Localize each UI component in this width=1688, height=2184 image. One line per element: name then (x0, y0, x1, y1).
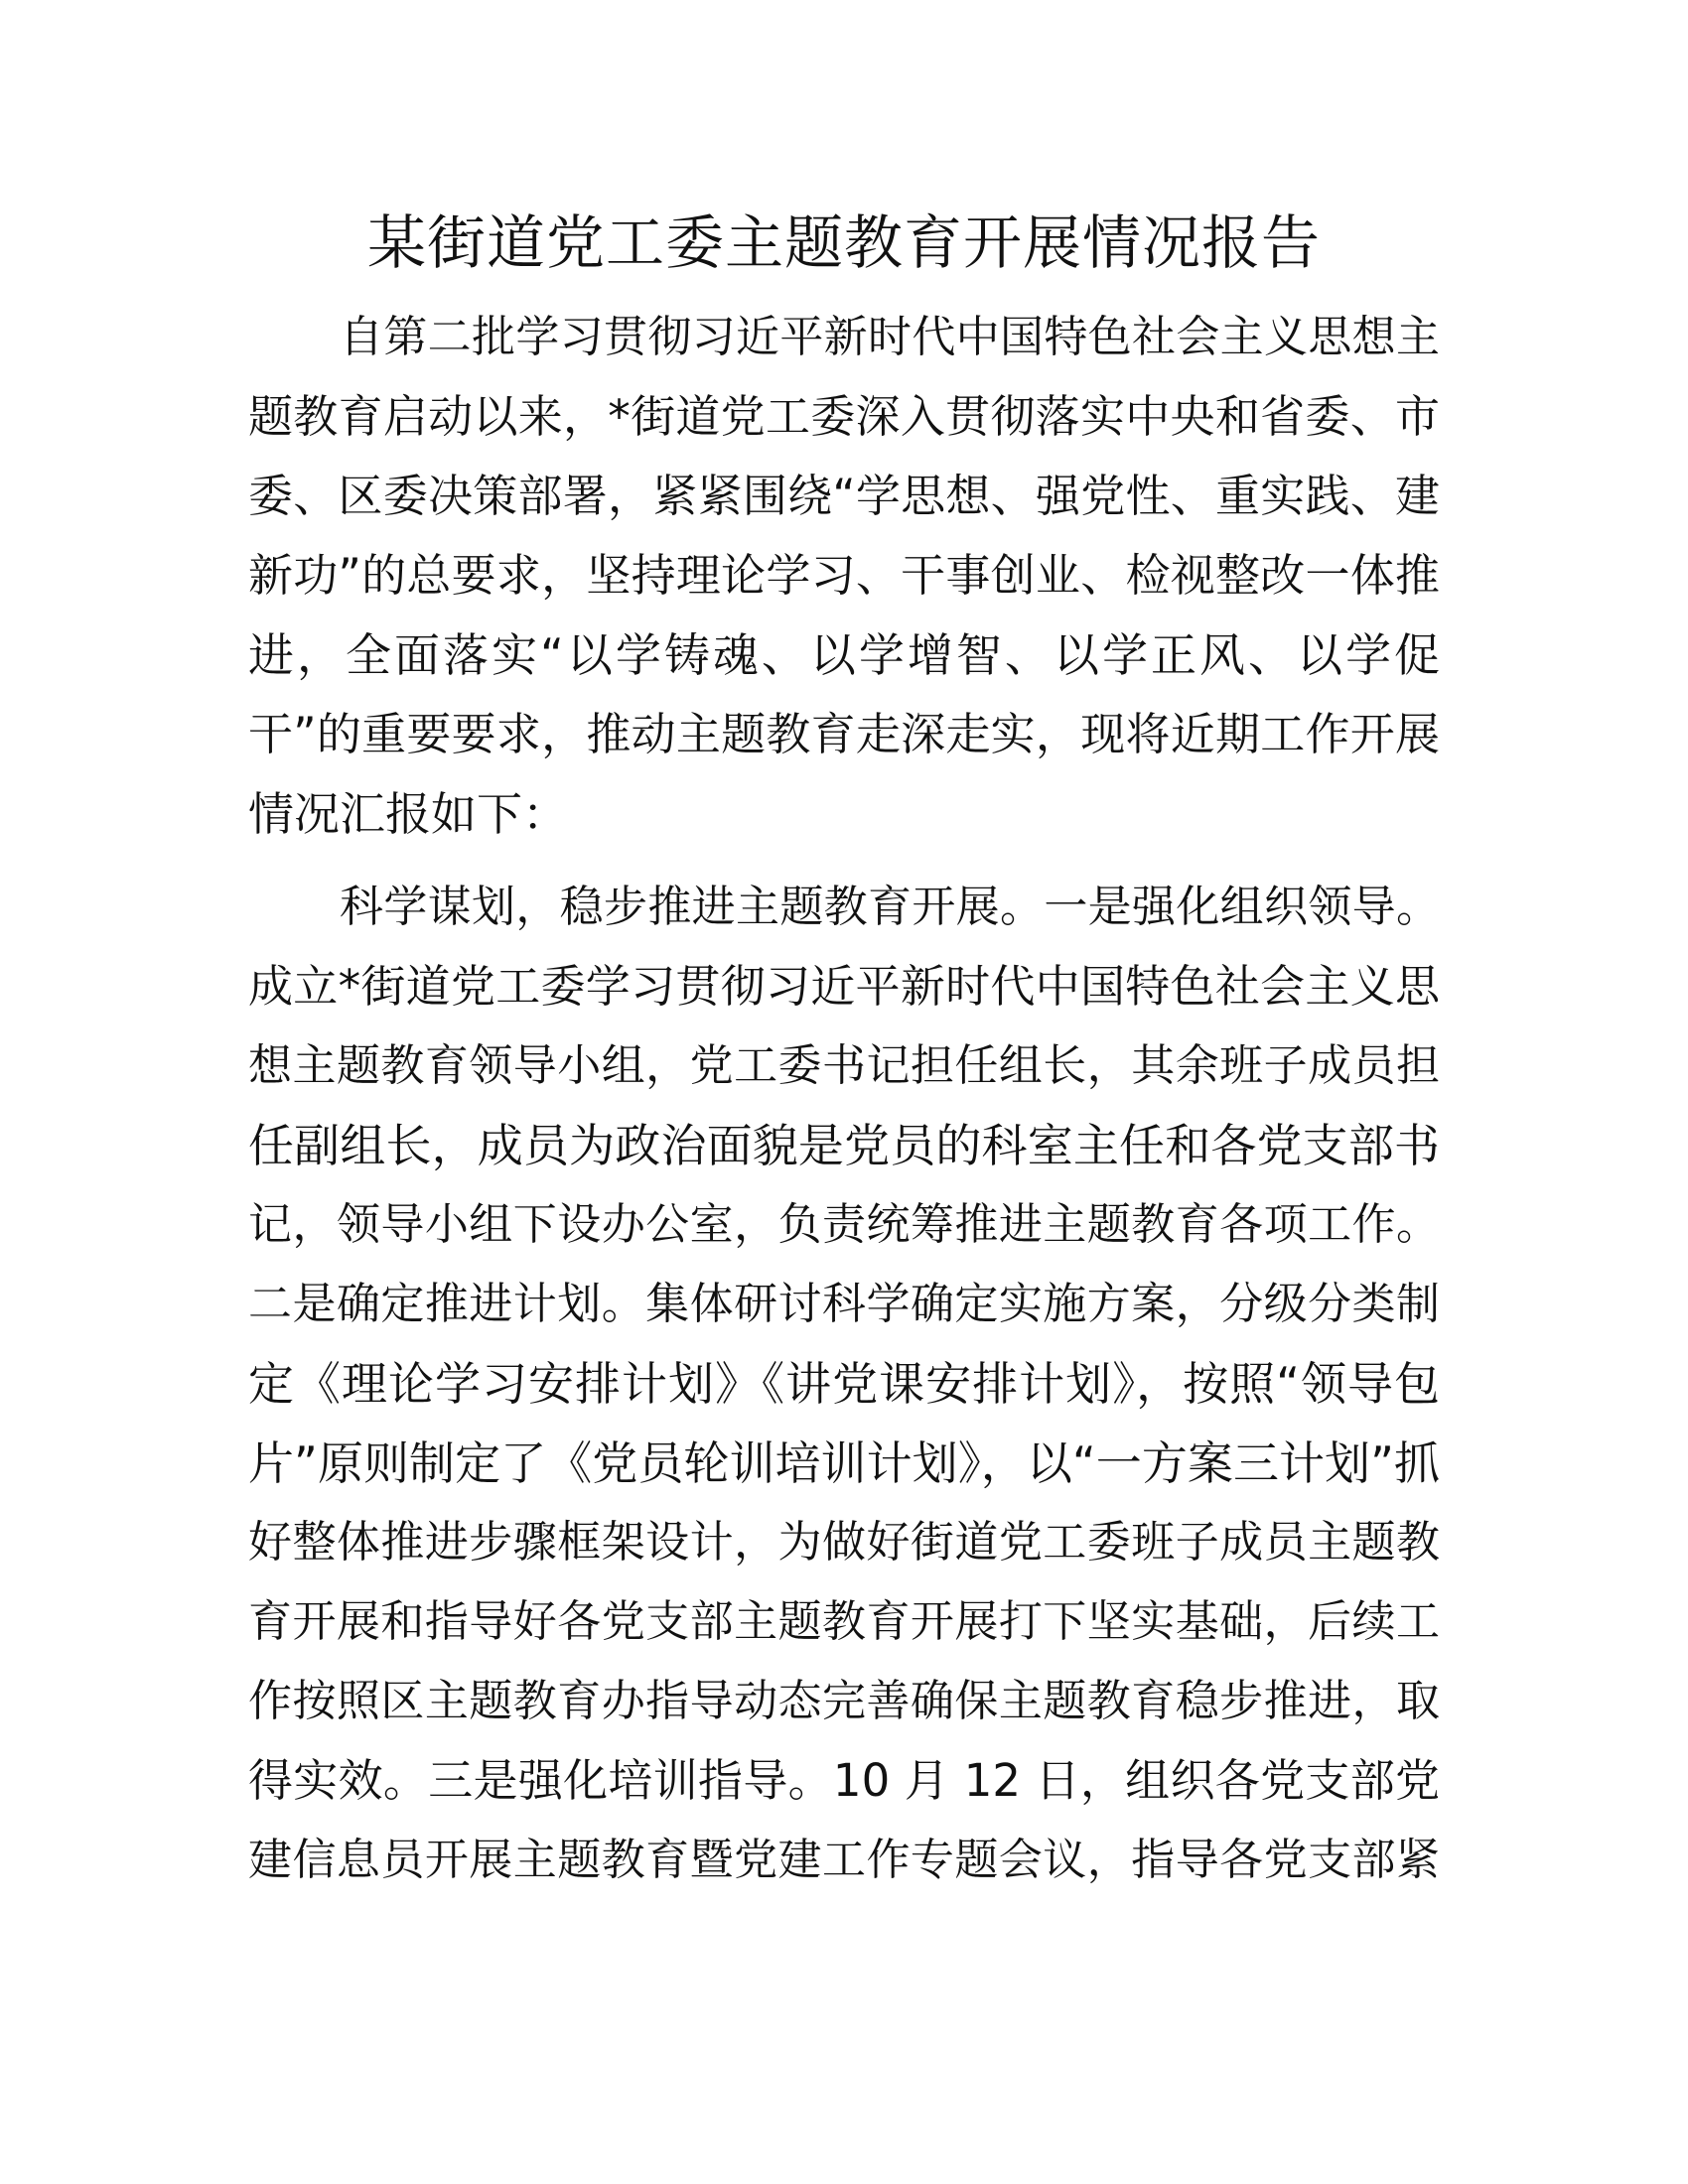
text-line: 好整体推进步骤框架设计，为做好街道党工委班子成员主题教 (248, 1517, 1440, 1568)
document-body (248, 298, 1440, 1900)
text-line: 新功”的总要求，坚持理论学习、干事创业、检视整改一体推 (248, 549, 1440, 602)
text-line: 情况汇报如下： (248, 787, 568, 841)
text-line: 成立*街道党工委学习贯彻习近平新时代中国特色社会主义思 (248, 960, 1440, 1013)
text-line: 二是确定推进计划。集体研讨科学确定实施方案，分级分类制 (248, 1279, 1440, 1329)
text-line: 自第二批学习贯彻习近平新时代中国特色社会主义思想主 (340, 312, 1440, 362)
text-line: 干”的重要要求，推动主题教育走深走实，现将近期工作开展 (248, 708, 1440, 760)
text-line: 记，领导小组下设办公室，负责统筹推进主题教育各项工作。 (248, 1199, 1440, 1250)
text-line: 片”原则制定了《党员轮训培训计划》，以“一方案三计划”抓 (248, 1436, 1440, 1490)
text-line: 育开展和指导好各党支部主题教育开展打下坚实基础，后续工 (248, 1596, 1440, 1647)
text-line: 想主题教育领导小组，党工委书记担任组长，其余班子成员担 (248, 1040, 1440, 1091)
text-line: 进，全面落实“以学铸魂、以学增智、以学正风、以学促 (248, 628, 1440, 682)
text-line: 作按照区主题教育办指导动态完善确保主题教育稳步推进，取 (248, 1676, 1440, 1726)
text-line: 题教育启动以来，*街道党工委深入贯彻落实中央和省委、市 (248, 390, 1440, 443)
text-line: 建信息员开展主题教育暨党建工作专题会议，指导各党支部紧 (248, 1835, 1440, 1885)
paragraph-planning (248, 868, 1440, 1900)
document-title: 某街道党工委主题教育开展情况报告 (366, 208, 1321, 277)
text-line: 科学谋划，稳步推进主题教育开展。一是强化组织领导。 (340, 882, 1440, 932)
text-line: 委、区委决策部署，紧紧围绕“学思想、强党性、重实践、建 (248, 470, 1440, 522)
paragraph-intro (248, 298, 1440, 854)
text-line: 定《理论学习安排计划》《讲党课安排计划》，按照“领导包 (248, 1357, 1440, 1411)
text-line: 得实效。三是强化培训指导。10 月 12 日，组织各党支部党 (248, 1754, 1440, 1807)
text-line: 任副组长，成员为政治面貌是党员的科室主任和各党支部书 (248, 1119, 1440, 1172)
paragraph-spacer (248, 854, 1440, 868)
